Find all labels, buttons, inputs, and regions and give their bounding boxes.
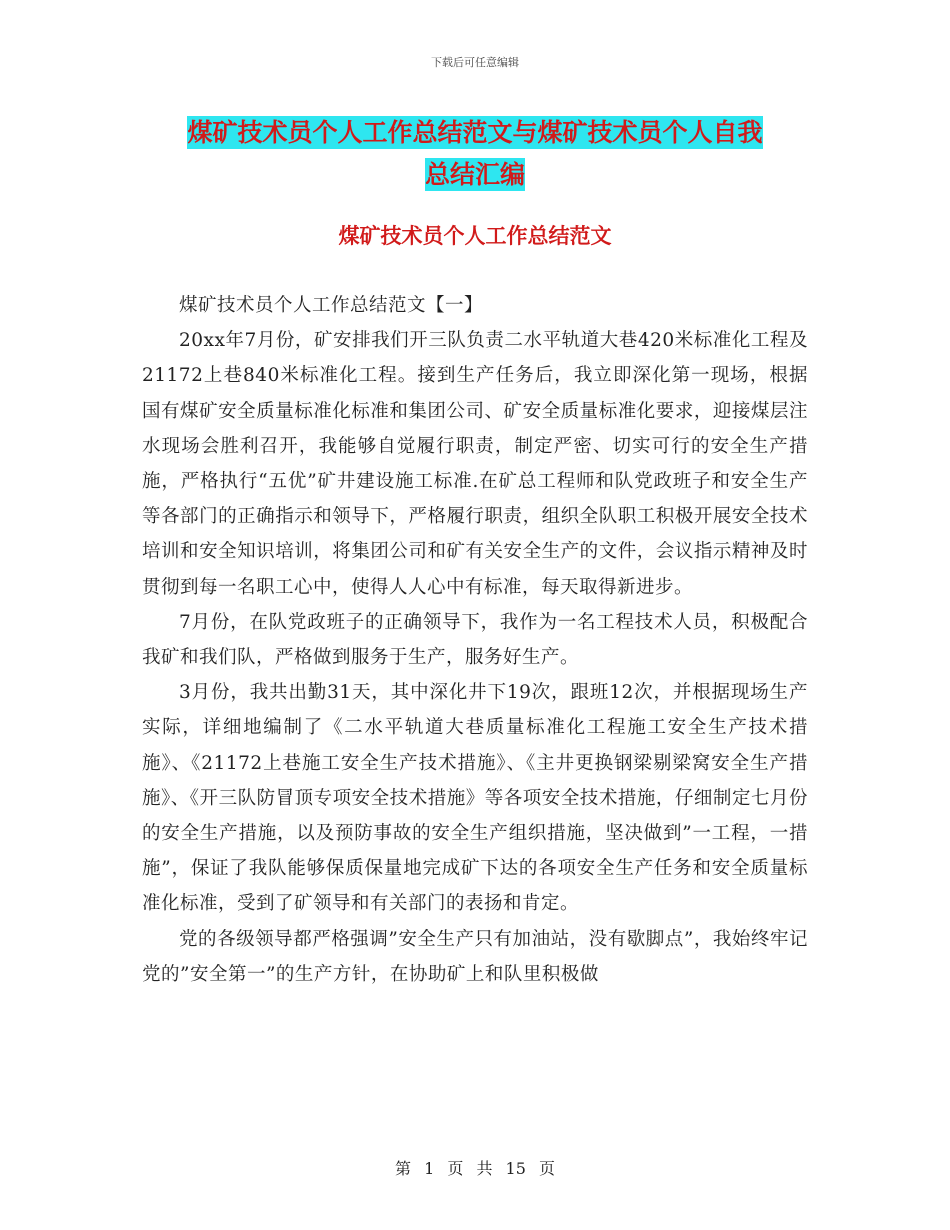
- document-title: [140, 112, 810, 196]
- document-title-line2: 总结汇编: [424, 160, 525, 189]
- document-body: [142, 288, 808, 992]
- paragraph-heading: 煤矿技术员个人工作总结范文【一】: [179, 295, 484, 316]
- paragraph: 7月份，在队党政班子的正确领导下，我作为一名工程技术人员，积极配合我矿和我们队，严格做到服务于生产，服务好生产。: [142, 611, 808, 669]
- paragraph: 20xx年7月份，矿安排我们开三队负责二水平轨道大巷420米标准化工程及21172上巷840米标准化工程。接到生产任务后，我立即深化第一现场，根据国有煤矿安全质量标准化标准和集团公司、矿安全质量标准化要求，迎接煤层注水现场会胜利召开，我能够自觉履行职责，制定严密、切实可行的安全生产措施，严格执行“五优”矿井建设施工标准.在矿总工程师和队党政班子和安全生产等各部门的正确指示和领导下，严格履行职责，组织全队职工积极开展安全技术培训和安全知识培训，将集团公司和矿有关安全生产的文件，会议指示精神及时贯彻到每一名职工心中，使得人人心中有标准，每天取得新进步。: [142, 330, 808, 598]
- paragraph: 3月份，我共出勤31天，其中深化井下19次，跟班12次，并根据现场生产实际，详细地编制了《二水平轨道大巷质量标准化工程施工安全生产技术措施》、《21172上巷施工安全生产技术措施》、《主井更换钢梁剔梁窝安全生产措施》、《开三队防冒顶专项安全技术措施》等各项安全技术措施，仔细制定七月份的安全生产措施，以及预防事故的安全生产组织措施，坚决做到”一工程，一措施”，保证了我队能够保质保量地完成矿下达的各项安全生产任务和安全质量标准化标准，受到了矿领导和有关部门的表扬和肯定。: [142, 682, 808, 915]
- header-note: 下载后可任意编辑: [431, 56, 519, 69]
- page-footer: 第 1 页 共 15 页: [395, 1159, 555, 1178]
- section-title: 煤矿技术员个人工作总结范文: [338, 224, 612, 248]
- paragraph: 党的各级领导都严格强调”安全生产只有加油站，没有歇脚点”，我始终牢记党的”安全第一”的生产方针，在协助矿上和队里积极做: [142, 928, 808, 985]
- document-title-line1: 煤矿技术员个人工作总结范文与煤矿技术员个人自我: [187, 118, 763, 147]
